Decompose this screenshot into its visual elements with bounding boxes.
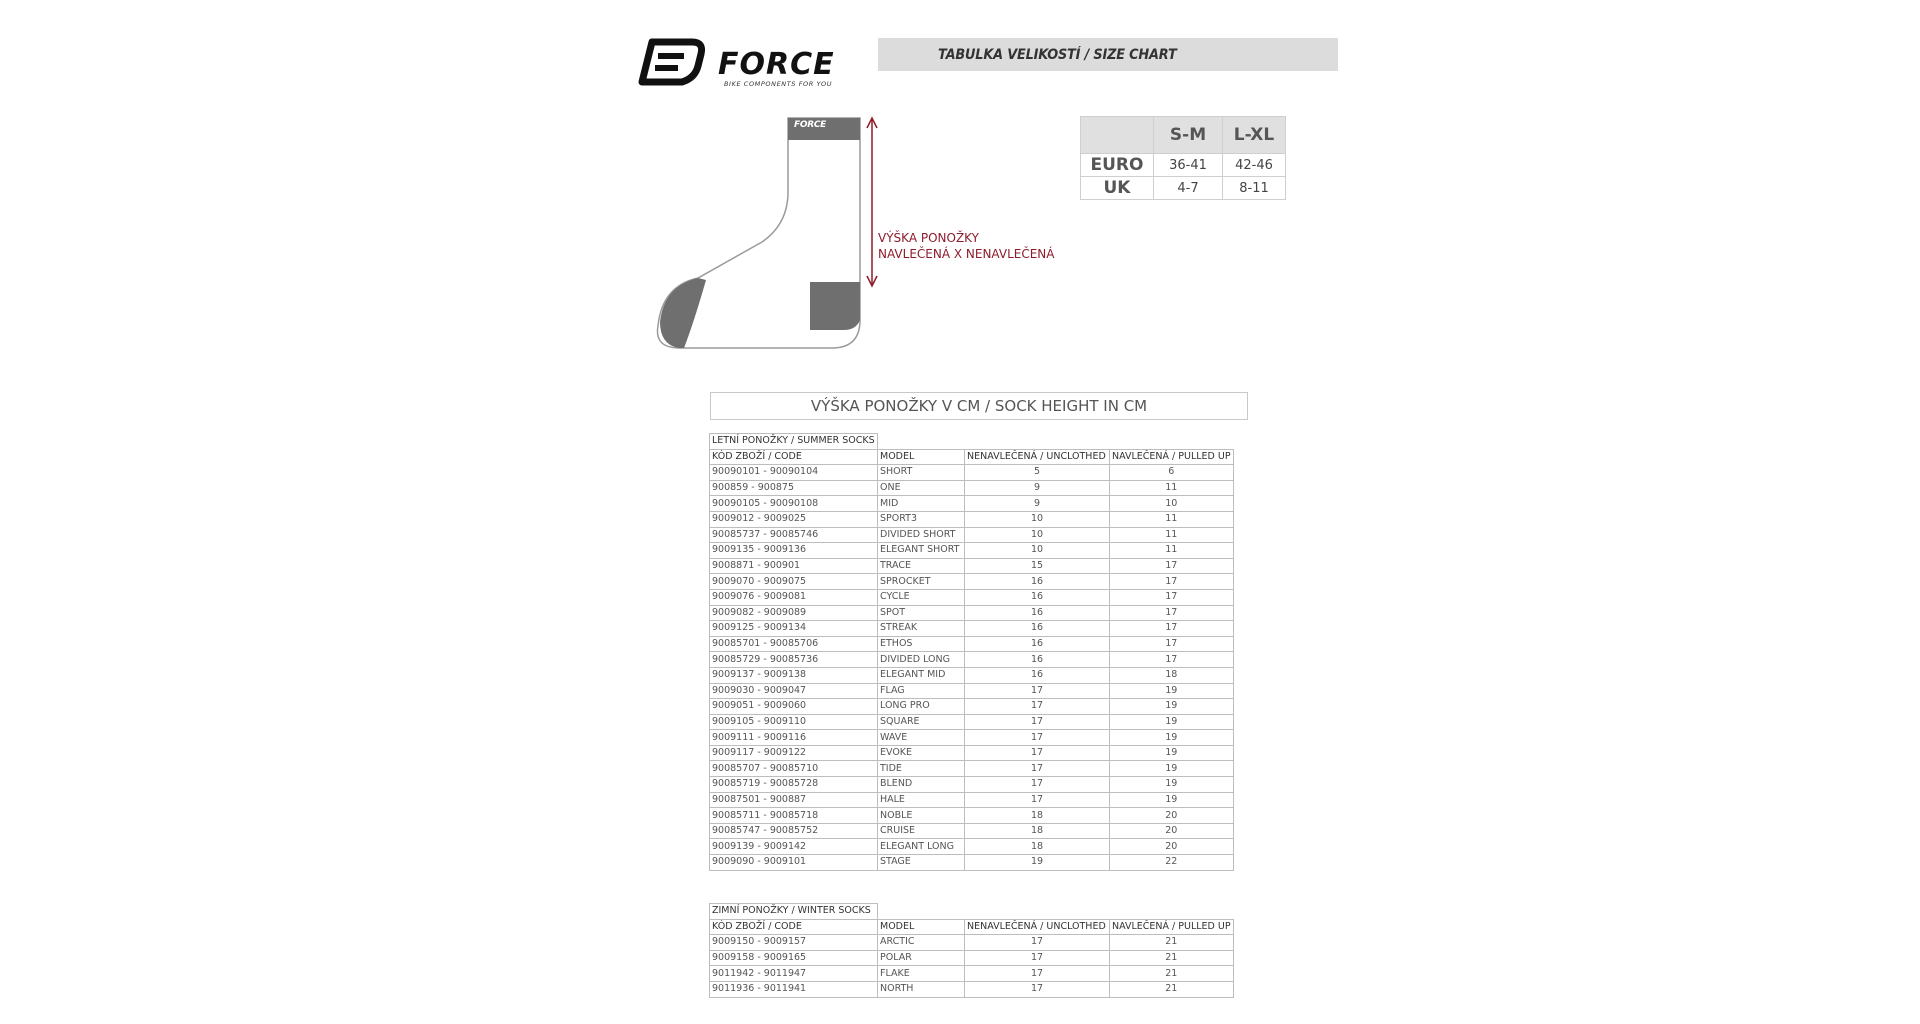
pulled-up-height-cell: 17 — [1110, 558, 1234, 574]
size-cell: 4-7 — [1154, 177, 1223, 200]
product-code-cell: 9009012 - 9009025 — [710, 511, 878, 527]
product-code-cell: 9009137 - 9009138 — [710, 667, 878, 683]
table-row — [710, 621, 1234, 637]
unclothed-height-cell: 15 — [965, 558, 1110, 574]
table-row — [710, 480, 1234, 496]
product-code-cell: 9009139 - 9009142 — [710, 839, 878, 855]
unclothed-height-cell: 16 — [965, 605, 1110, 621]
product-code-cell: 900859 - 900875 — [710, 480, 878, 496]
unclothed-height-cell: 18 — [965, 808, 1110, 824]
column-header: NENAVLEČENÁ / UNCLOTHED — [965, 919, 1110, 935]
size-chart-row — [1081, 177, 1286, 200]
table-row — [710, 981, 1234, 997]
unclothed-height-cell: 16 — [965, 574, 1110, 590]
size-column-header: L-XL — [1223, 117, 1286, 154]
unclothed-height-cell: 17 — [965, 745, 1110, 761]
table-row — [710, 855, 1234, 871]
pulled-up-height-cell: 19 — [1110, 777, 1234, 793]
table-row — [710, 652, 1234, 668]
pulled-up-height-cell: 21 — [1110, 981, 1234, 997]
product-code-cell: 90090105 - 90090108 — [710, 496, 878, 512]
model-cell: STAGE — [878, 855, 965, 871]
product-code-cell: 9009150 - 9009157 — [710, 935, 878, 951]
unclothed-height-cell: 18 — [965, 823, 1110, 839]
unclothed-height-cell: 16 — [965, 652, 1110, 668]
pulled-up-height-cell: 20 — [1110, 839, 1234, 855]
summer-caption: LETNÍ PONOŽKY / SUMMER SOCKS — [710, 434, 878, 450]
pulled-up-height-cell: 17 — [1110, 636, 1234, 652]
unclothed-height-cell: 17 — [965, 714, 1110, 730]
pulled-up-height-cell: 20 — [1110, 823, 1234, 839]
size-row-label: EURO — [1081, 154, 1154, 177]
product-code-cell: 9009125 - 9009134 — [710, 621, 878, 637]
unclothed-height-cell: 16 — [965, 636, 1110, 652]
column-header: NAVLEČENÁ / PULLED UP — [1110, 919, 1234, 935]
unclothed-height-cell: 17 — [965, 935, 1110, 951]
sock-illustration — [650, 112, 910, 352]
svg-text:BIKE COMPONENTS FOR YOU: BIKE COMPONENTS FOR YOU — [724, 80, 833, 88]
caption-spacer — [878, 434, 1234, 450]
unclothed-height-cell: 17 — [965, 950, 1110, 966]
measure-label-line1: VÝŠKA PONOŽKY — [878, 231, 979, 245]
table-row — [710, 527, 1234, 543]
model-cell: WAVE — [878, 730, 965, 746]
pulled-up-height-cell: 17 — [1110, 652, 1234, 668]
pulled-up-height-cell: 17 — [1110, 605, 1234, 621]
column-header: NAVLEČENÁ / PULLED UP — [1110, 449, 1234, 465]
pulled-up-height-cell: 22 — [1110, 855, 1234, 871]
column-header: NENAVLEČENÁ / UNCLOTHED — [965, 449, 1110, 465]
pulled-up-height-cell: 6 — [1110, 465, 1234, 481]
pulled-up-height-cell: 11 — [1110, 511, 1234, 527]
product-code-cell: 90085707 - 90085710 — [710, 761, 878, 777]
table-row — [710, 823, 1234, 839]
measure-label-line2: NAVLEČENÁ X NENAVLEČENÁ — [878, 247, 1055, 261]
table-row — [710, 574, 1234, 590]
table-row — [710, 496, 1234, 512]
unclothed-height-cell: 16 — [965, 621, 1110, 637]
unclothed-height-cell: 10 — [965, 511, 1110, 527]
model-cell: HALE — [878, 792, 965, 808]
size-row-label: UK — [1081, 177, 1154, 200]
unclothed-height-cell: 17 — [965, 792, 1110, 808]
pulled-up-height-cell: 17 — [1110, 589, 1234, 605]
pulled-up-height-cell: 20 — [1110, 808, 1234, 824]
model-cell: FLAG — [878, 683, 965, 699]
unclothed-height-cell: 17 — [965, 981, 1110, 997]
product-code-cell: 90085711 - 90085718 — [710, 808, 878, 824]
size-cell: 42-46 — [1223, 154, 1286, 177]
model-cell: LONG PRO — [878, 699, 965, 715]
model-cell: TRACE — [878, 558, 965, 574]
svg-text:FORCE: FORCE — [718, 47, 835, 82]
product-code-cell: 9009111 - 9009116 — [710, 730, 878, 746]
model-cell: ETHOS — [878, 636, 965, 652]
product-code-cell: 9009070 - 9009075 — [710, 574, 878, 590]
model-cell: EVOKE — [878, 745, 965, 761]
product-code-cell: 90090101 - 90090104 — [710, 465, 878, 481]
table-row — [710, 808, 1234, 824]
product-code-cell: 9009051 - 9009060 — [710, 699, 878, 715]
table-row — [710, 558, 1234, 574]
model-cell: NOBLE — [878, 808, 965, 824]
model-cell: FLAKE — [878, 966, 965, 982]
unclothed-height-cell: 17 — [965, 966, 1110, 982]
model-cell: ELEGANT SHORT — [878, 543, 965, 559]
pulled-up-height-cell: 17 — [1110, 574, 1234, 590]
table-row — [710, 745, 1234, 761]
pulled-up-height-cell: 19 — [1110, 761, 1234, 777]
unclothed-height-cell: 10 — [965, 527, 1110, 543]
table-row — [710, 792, 1234, 808]
pulled-up-height-cell: 19 — [1110, 714, 1234, 730]
unclothed-height-cell: 9 — [965, 480, 1110, 496]
table-caption-row — [710, 904, 1234, 920]
size-chart-row — [1081, 154, 1286, 177]
model-cell: ARCTIC — [878, 935, 965, 951]
model-cell: ELEGANT LONG — [878, 839, 965, 855]
model-cell: SPORT3 — [878, 511, 965, 527]
winter-caption: ZIMNÍ PONOŽKY / WINTER SOCKS — [710, 904, 878, 920]
table-row — [710, 839, 1234, 855]
unclothed-height-cell: 5 — [965, 465, 1110, 481]
pulled-up-height-cell: 11 — [1110, 480, 1234, 496]
caption-spacer — [878, 904, 1234, 920]
sock-height-title: VÝŠKA PONOŽKY V CM / SOCK HEIGHT IN CM — [710, 392, 1248, 420]
table-row — [710, 465, 1234, 481]
product-code-cell: 9009105 - 9009110 — [710, 714, 878, 730]
unclothed-height-cell: 17 — [965, 683, 1110, 699]
model-cell: ONE — [878, 480, 965, 496]
size-chart-header — [1081, 117, 1286, 154]
table-row — [710, 511, 1234, 527]
model-cell: SPOT — [878, 605, 965, 621]
table-row — [710, 950, 1234, 966]
column-header: KÓD ZBOŽÍ / CODE — [710, 919, 878, 935]
model-cell: CRUISE — [878, 823, 965, 839]
model-cell: STREAK — [878, 621, 965, 637]
measure-label — [878, 230, 1055, 262]
header-bar — [878, 38, 1338, 71]
pulled-up-height-cell: 11 — [1110, 527, 1234, 543]
table-row — [710, 777, 1234, 793]
product-code-cell: 9009082 - 9009089 — [710, 605, 878, 621]
column-header: MODEL — [878, 919, 965, 935]
unclothed-height-cell: 17 — [965, 730, 1110, 746]
pulled-up-height-cell: 21 — [1110, 966, 1234, 982]
product-code-cell: 90087501 - 900887 — [710, 792, 878, 808]
unclothed-height-cell: 16 — [965, 589, 1110, 605]
sock-logo: FORCE — [794, 120, 826, 130]
model-cell: SPROCKET — [878, 574, 965, 590]
product-code-cell: 9011942 - 9011947 — [710, 966, 878, 982]
unclothed-height-cell: 19 — [965, 855, 1110, 871]
model-cell: TIDE — [878, 761, 965, 777]
pulled-up-height-cell: 21 — [1110, 935, 1234, 951]
model-cell: CYCLE — [878, 589, 965, 605]
pulled-up-height-cell: 21 — [1110, 950, 1234, 966]
product-code-cell: 9009117 - 9009122 — [710, 745, 878, 761]
model-cell: BLEND — [878, 777, 965, 793]
page-title: TABULKA VELIKOSTÍ / SIZE CHART — [938, 47, 1177, 63]
table-row — [710, 730, 1234, 746]
table-caption-row — [710, 434, 1234, 450]
table-row — [710, 589, 1234, 605]
winter-socks-table — [709, 903, 1234, 998]
unclothed-height-cell: 9 — [965, 496, 1110, 512]
table-row — [710, 636, 1234, 652]
product-code-cell: 90085747 - 90085752 — [710, 823, 878, 839]
column-header: MODEL — [878, 449, 965, 465]
pulled-up-height-cell: 19 — [1110, 683, 1234, 699]
model-cell: SHORT — [878, 465, 965, 481]
pulled-up-height-cell: 19 — [1110, 792, 1234, 808]
product-code-cell: 90085729 - 90085736 — [710, 652, 878, 668]
pulled-up-height-cell: 11 — [1110, 543, 1234, 559]
table-row — [710, 761, 1234, 777]
unclothed-height-cell: 17 — [965, 777, 1110, 793]
unclothed-height-cell: 17 — [965, 761, 1110, 777]
table-row — [710, 699, 1234, 715]
pulled-up-height-cell: 18 — [1110, 667, 1234, 683]
model-cell: POLAR — [878, 950, 965, 966]
table-header-row — [710, 449, 1234, 465]
product-code-cell: 9009158 - 9009165 — [710, 950, 878, 966]
table-row — [710, 714, 1234, 730]
model-cell: DIVIDED LONG — [878, 652, 965, 668]
table-row — [710, 966, 1234, 982]
product-code-cell: 9009076 - 9009081 — [710, 589, 878, 605]
table-row — [710, 667, 1234, 683]
model-cell: NORTH — [878, 981, 965, 997]
table-header-row — [710, 919, 1234, 935]
size-chart-corner — [1081, 117, 1154, 154]
model-cell: DIVIDED SHORT — [878, 527, 965, 543]
column-header: KÓD ZBOŽÍ / CODE — [710, 449, 878, 465]
product-code-cell: 9009090 - 9009101 — [710, 855, 878, 871]
size-cell: 36-41 — [1154, 154, 1223, 177]
size-cell: 8-11 — [1223, 177, 1286, 200]
unclothed-height-cell: 10 — [965, 543, 1110, 559]
pulled-up-height-cell: 19 — [1110, 699, 1234, 715]
unclothed-height-cell: 16 — [965, 667, 1110, 683]
summer-socks-table — [709, 433, 1234, 871]
product-code-cell: 90085719 - 90085728 — [710, 777, 878, 793]
force-logo — [632, 36, 878, 88]
table-row — [710, 605, 1234, 621]
size-chart-table — [1080, 116, 1286, 200]
table-row — [710, 543, 1234, 559]
table-row — [710, 683, 1234, 699]
model-cell: MID — [878, 496, 965, 512]
model-cell: SQUARE — [878, 714, 965, 730]
pulled-up-height-cell: 10 — [1110, 496, 1234, 512]
pulled-up-height-cell: 19 — [1110, 745, 1234, 761]
table-row — [710, 935, 1234, 951]
pulled-up-height-cell: 17 — [1110, 621, 1234, 637]
pulled-up-height-cell: 19 — [1110, 730, 1234, 746]
product-code-cell: 9009030 - 9009047 — [710, 683, 878, 699]
product-code-cell: 90085701 - 90085706 — [710, 636, 878, 652]
product-code-cell: 90085737 - 90085746 — [710, 527, 878, 543]
product-code-cell: 9011936 - 9011941 — [710, 981, 878, 997]
unclothed-height-cell: 18 — [965, 839, 1110, 855]
size-column-header: S-M — [1154, 117, 1223, 154]
model-cell: ELEGANT MID — [878, 667, 965, 683]
product-code-cell: 9008871 - 900901 — [710, 558, 878, 574]
product-code-cell: 9009135 - 9009136 — [710, 543, 878, 559]
unclothed-height-cell: 17 — [965, 699, 1110, 715]
